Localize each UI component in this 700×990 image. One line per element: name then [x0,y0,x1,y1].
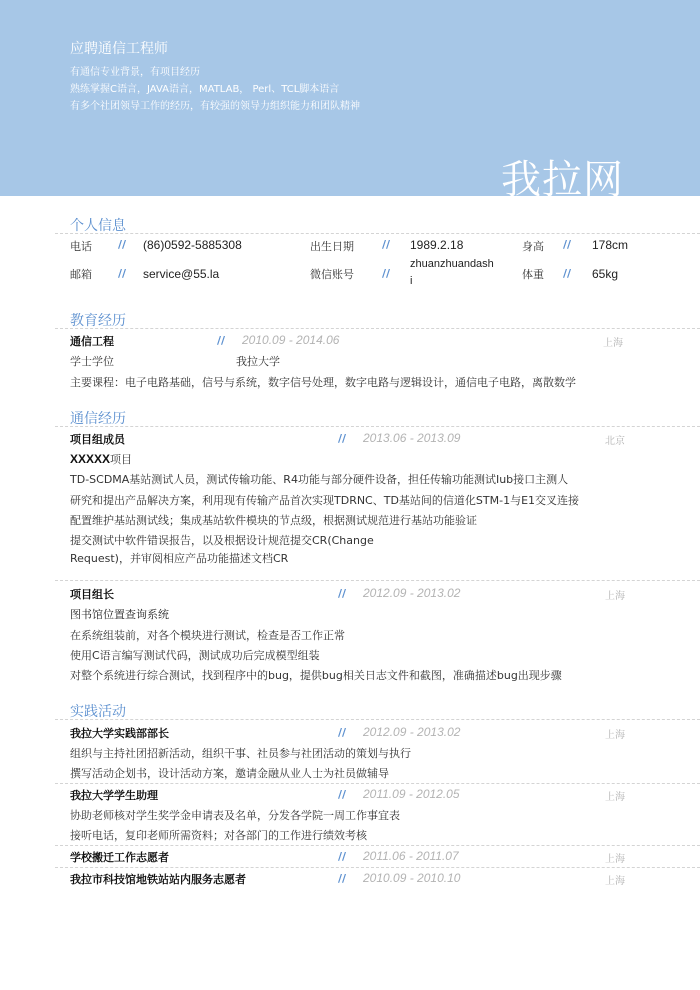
birthday-value: 1989.2.18 [410,238,464,252]
wechat-label: 微信账号 [310,268,354,281]
job-project-name: 图书馆位置查询系统 [70,608,169,621]
project-suffix: 项目 [110,453,133,466]
activity-role: 我拉大学实践部部长 [70,727,169,740]
height-value: 178cm [592,238,629,252]
separator: // [563,238,572,251]
height-label: 身高 [522,240,544,253]
separator: // [338,726,347,739]
activity-location: 上海 [605,730,625,741]
brand-logo: 我拉网 [501,157,624,203]
separator: // [118,238,127,251]
activity-location: 上海 [605,792,625,803]
separator: // [118,267,127,280]
activity-role: 学校搬迁工作志愿者 [70,851,169,864]
education-degree: 学士学位 [70,355,114,368]
activity-detail-line: 协助老师核对学生奖学金申请表及名单，分发各学院一周工作事宜表 [70,809,400,822]
section-heading-activities: 实践活动 [70,704,126,720]
divider [55,867,700,868]
job-detail-line: 配置维护基站测试线；集成基站软件模块的节点级，根据测试规范进行基站功能验证 [70,514,477,527]
job-detail-line: TD-SCDMA基站测试人员，测试传输功能、R4功能与部分硬件设备，担任传输功能测试Iub接口主测人 [70,473,569,486]
activity-dates: 2010.09 - 2010.10 [363,871,461,885]
divider [55,580,700,581]
summary-line: 有通信专业背景，有项目经历 [70,67,200,78]
activity-role: 我拉大学学生助理 [70,789,158,802]
activity-detail-line: 撰写活动企划书，设计活动方案，邀请金融从业人士为社员做辅导 [70,767,389,780]
divider [55,426,700,427]
wechat-value-line2: i [410,275,413,287]
separator: // [563,267,572,280]
activity-location: 上海 [605,876,625,887]
separator: // [338,872,347,885]
separator: // [338,587,347,600]
email-value: service@55.la [143,267,220,281]
education-major: 通信工程 [70,335,114,348]
section-heading-personal: 个人信息 [70,218,126,234]
divider [55,719,700,720]
divider [55,845,700,846]
education-location: 上海 [603,338,623,349]
activity-dates: 2011.06 - 2011.07 [363,849,459,863]
job-title: 应聘通信工程师 [70,41,168,57]
job-detail-line: 提交测试中软件错误报告，以及根据设计规范提交CR(Change [70,534,374,547]
summary-line: 熟练掌握C语言，JAVA语言，MATLAB， Perl、TCL脚本语言 [70,84,340,95]
phone-value: (86)0592-5885308 [143,238,242,252]
activity-dates: 2012.09 - 2013.02 [363,725,461,739]
section-heading-education: 教育经历 [70,313,126,329]
weight-value: 65kg [592,267,619,281]
activity-detail-line: 接听电话，复印老师所需资料；对各部门的工作进行绩效考核 [70,829,367,842]
summary-line: 有多个社团领导工作的经历，有较强的领导力组织能力和团队精神 [70,101,360,112]
wechat-value-line1: zhuanzhuandash [410,258,494,270]
birthday-label: 出生日期 [310,240,354,253]
divider [55,328,700,329]
education-dates: 2010.09 - 2014.06 [242,333,340,347]
phone-label: 电话 [70,240,92,253]
section-heading-work: 通信经历 [70,411,126,427]
activity-dates: 2011.09 - 2012.05 [363,787,460,801]
education-courses: 主要课程：电子电路基础，信号与系统，数字信号处理，数字电路与逻辑设计，通信电子电路，离散数学 [70,376,576,389]
job-role: 项目组长 [70,588,114,601]
email-label: 邮箱 [70,268,92,281]
job-dates: 2012.09 - 2013.02 [363,586,461,600]
separator: // [217,334,226,347]
activity-location: 上海 [605,854,625,865]
separator: // [338,432,347,445]
job-dates: 2013.06 - 2013.09 [363,431,461,445]
job-location: 上海 [605,591,625,602]
weight-label: 体重 [522,268,544,281]
separator: // [338,788,347,801]
education-school: 我拉大学 [236,355,280,368]
job-detail-line: 使用C语言编写测试代码，测试成功后完成模型组装 [70,649,320,662]
job-location: 北京 [605,436,625,447]
job-role: 项目组成员 [70,433,125,446]
job-detail-line: 在系统组装前，对各个模块进行测试，检查是否工作正常 [70,629,345,642]
job-detail-line: 研究和提出产品解决方案，利用现有传输产品首次实现TDRNC、TD基站间的信道化STM-1与E1交叉连接 [70,494,580,507]
header-banner [0,0,700,203]
project-code: XXXXX [70,452,111,466]
activity-detail-line: 组织与主持社团招新活动，组织干事、社员参与社团活动的策划与执行 [70,747,411,760]
separator: // [338,850,347,863]
job-detail-line: 对整个系统进行综合测试，找到程序中的bug，提供bug相关日志文件和截图，准确描述bug出现步骤 [70,669,562,682]
divider [55,783,700,784]
separator: // [382,238,391,251]
job-detail-line: Request)，并审阅相应产品功能描述文档CR [70,552,289,565]
summary [70,64,360,115]
activity-role: 我拉市科技馆地铁站站内服务志愿者 [70,873,246,886]
separator: // [382,267,391,280]
job-project-name [70,451,132,467]
divider [55,233,700,234]
